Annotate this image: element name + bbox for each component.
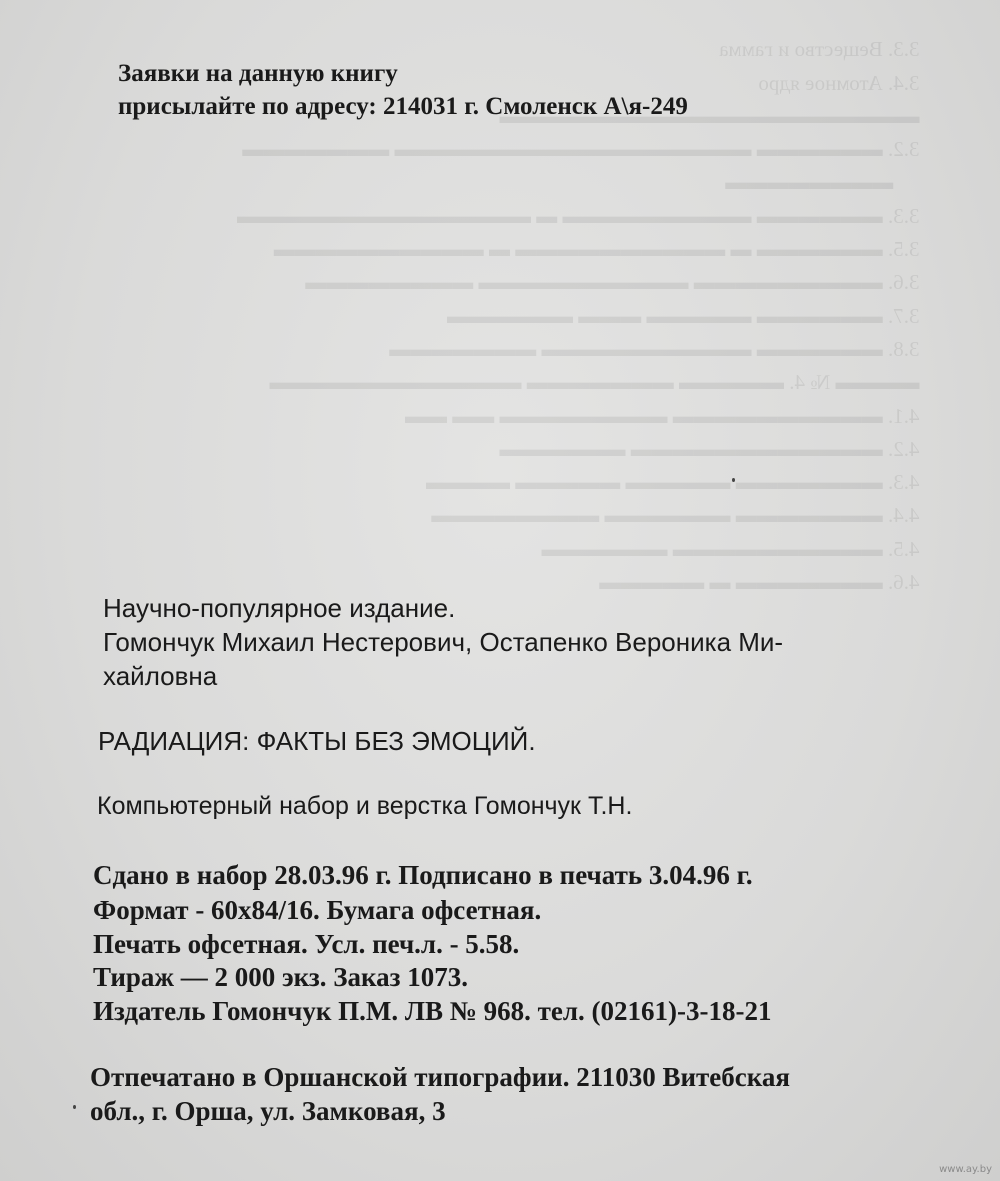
imprint-publisher: Издатель Гомончук П.М. ЛВ № 968. тел. (02161)-3-18-21	[93, 996, 772, 1026]
authors-line-2: хайловна	[103, 661, 218, 691]
printed-line-2: обл., г. Орша, ул. Замковая, 3	[90, 1096, 446, 1126]
request-line-2: присылайте по адресу: 214031 г. Смоленск А\я-249	[118, 93, 688, 120]
ink-speck	[73, 1105, 76, 1109]
typesetting-credit: Компьютерный набор и верстка Гомончук Т.Н.	[97, 792, 633, 820]
request-line-1: Заявки на данную книгу	[118, 60, 398, 87]
ink-speck	[732, 478, 735, 482]
watermark: www.ay.by	[939, 1164, 992, 1175]
authors-line-1: Гомончук Михаил Нестерович, Остапенко Вероника Ми-	[103, 627, 784, 657]
edition-type: Научно-популярное издание.	[103, 593, 456, 623]
printed-line-1: Отпечатано в Оршанской типографии. 211030 Витебская	[90, 1062, 791, 1092]
imprint-circulation: Тираж — 2 000 экз. Заказ 1073.	[93, 962, 468, 992]
imprint-submitted: Сдано в набор 28.03.96 г. Подписано в печать 3.04.96 г.	[93, 860, 753, 890]
imprint-printing: Печать офсетная. Усл. печ.л. - 5.58.	[93, 929, 520, 959]
book-title: РАДИАЦИЯ: ФАКТЫ БЕЗ ЭМОЦИЙ.	[98, 726, 536, 756]
bleed-through-text: 3.3. Вещество и гамма 3.4. Атомное ядро ▬▬▬▬▬▬▬▬▬▬▬▬▬▬▬▬▬▬▬▬ 3.2. ▬▬▬▬▬▬ ▬▬▬▬▬▬▬▬▬▬▬▬▬▬▬▬▬ ▬▬▬▬▬▬▬ ▬▬▬▬▬▬▬▬ 3.3. ▬▬▬▬▬▬ ▬▬▬▬▬▬▬▬▬ ▬ ▬▬▬▬▬▬▬▬▬▬▬▬▬▬ 3.5. ▬▬▬▬▬▬ ▬ ▬▬▬▬▬▬▬▬▬▬ ▬ ▬▬▬▬▬▬▬▬▬▬ 3.6. ▬▬▬▬▬▬▬▬▬ ▬▬▬▬▬▬▬▬▬▬ ▬▬▬▬▬▬▬▬ 3.7. ▬▬▬▬▬▬ ▬▬▬▬▬ ▬▬▬ ▬▬▬▬▬▬ 3.8. ▬▬▬▬▬▬ ▬▬▬▬▬▬▬▬▬▬ ▬▬▬▬▬▬▬ ▬▬▬▬ № 4. ▬▬▬▬▬ ▬▬▬▬▬▬▬ ▬▬▬▬▬▬▬▬▬▬▬▬ 4.1. ▬▬▬▬▬▬▬▬▬▬ ▬▬▬▬▬▬▬▬ ▬▬ ▬▬ 4.2. ▬▬▬▬▬▬▬▬▬▬▬▬ ▬▬▬▬▬▬ 4.3. ▬▬▬▬▬▬▬ ▬▬▬▬▬ ▬▬▬▬▬ ▬▬▬▬ 4.4. ▬▬▬▬▬▬▬ ▬▬▬▬▬▬ ▬▬▬▬▬▬▬▬ 4.5. ▬▬▬▬▬▬▬▬▬▬ ▬▬▬▬▬▬ 4.6. ▬▬▬▬▬▬▬ ▬ ▬▬▬▬▬	[237, 37, 920, 595]
imprint-format: Формат - 60х84/16. Бумага офсетная.	[93, 895, 542, 925]
